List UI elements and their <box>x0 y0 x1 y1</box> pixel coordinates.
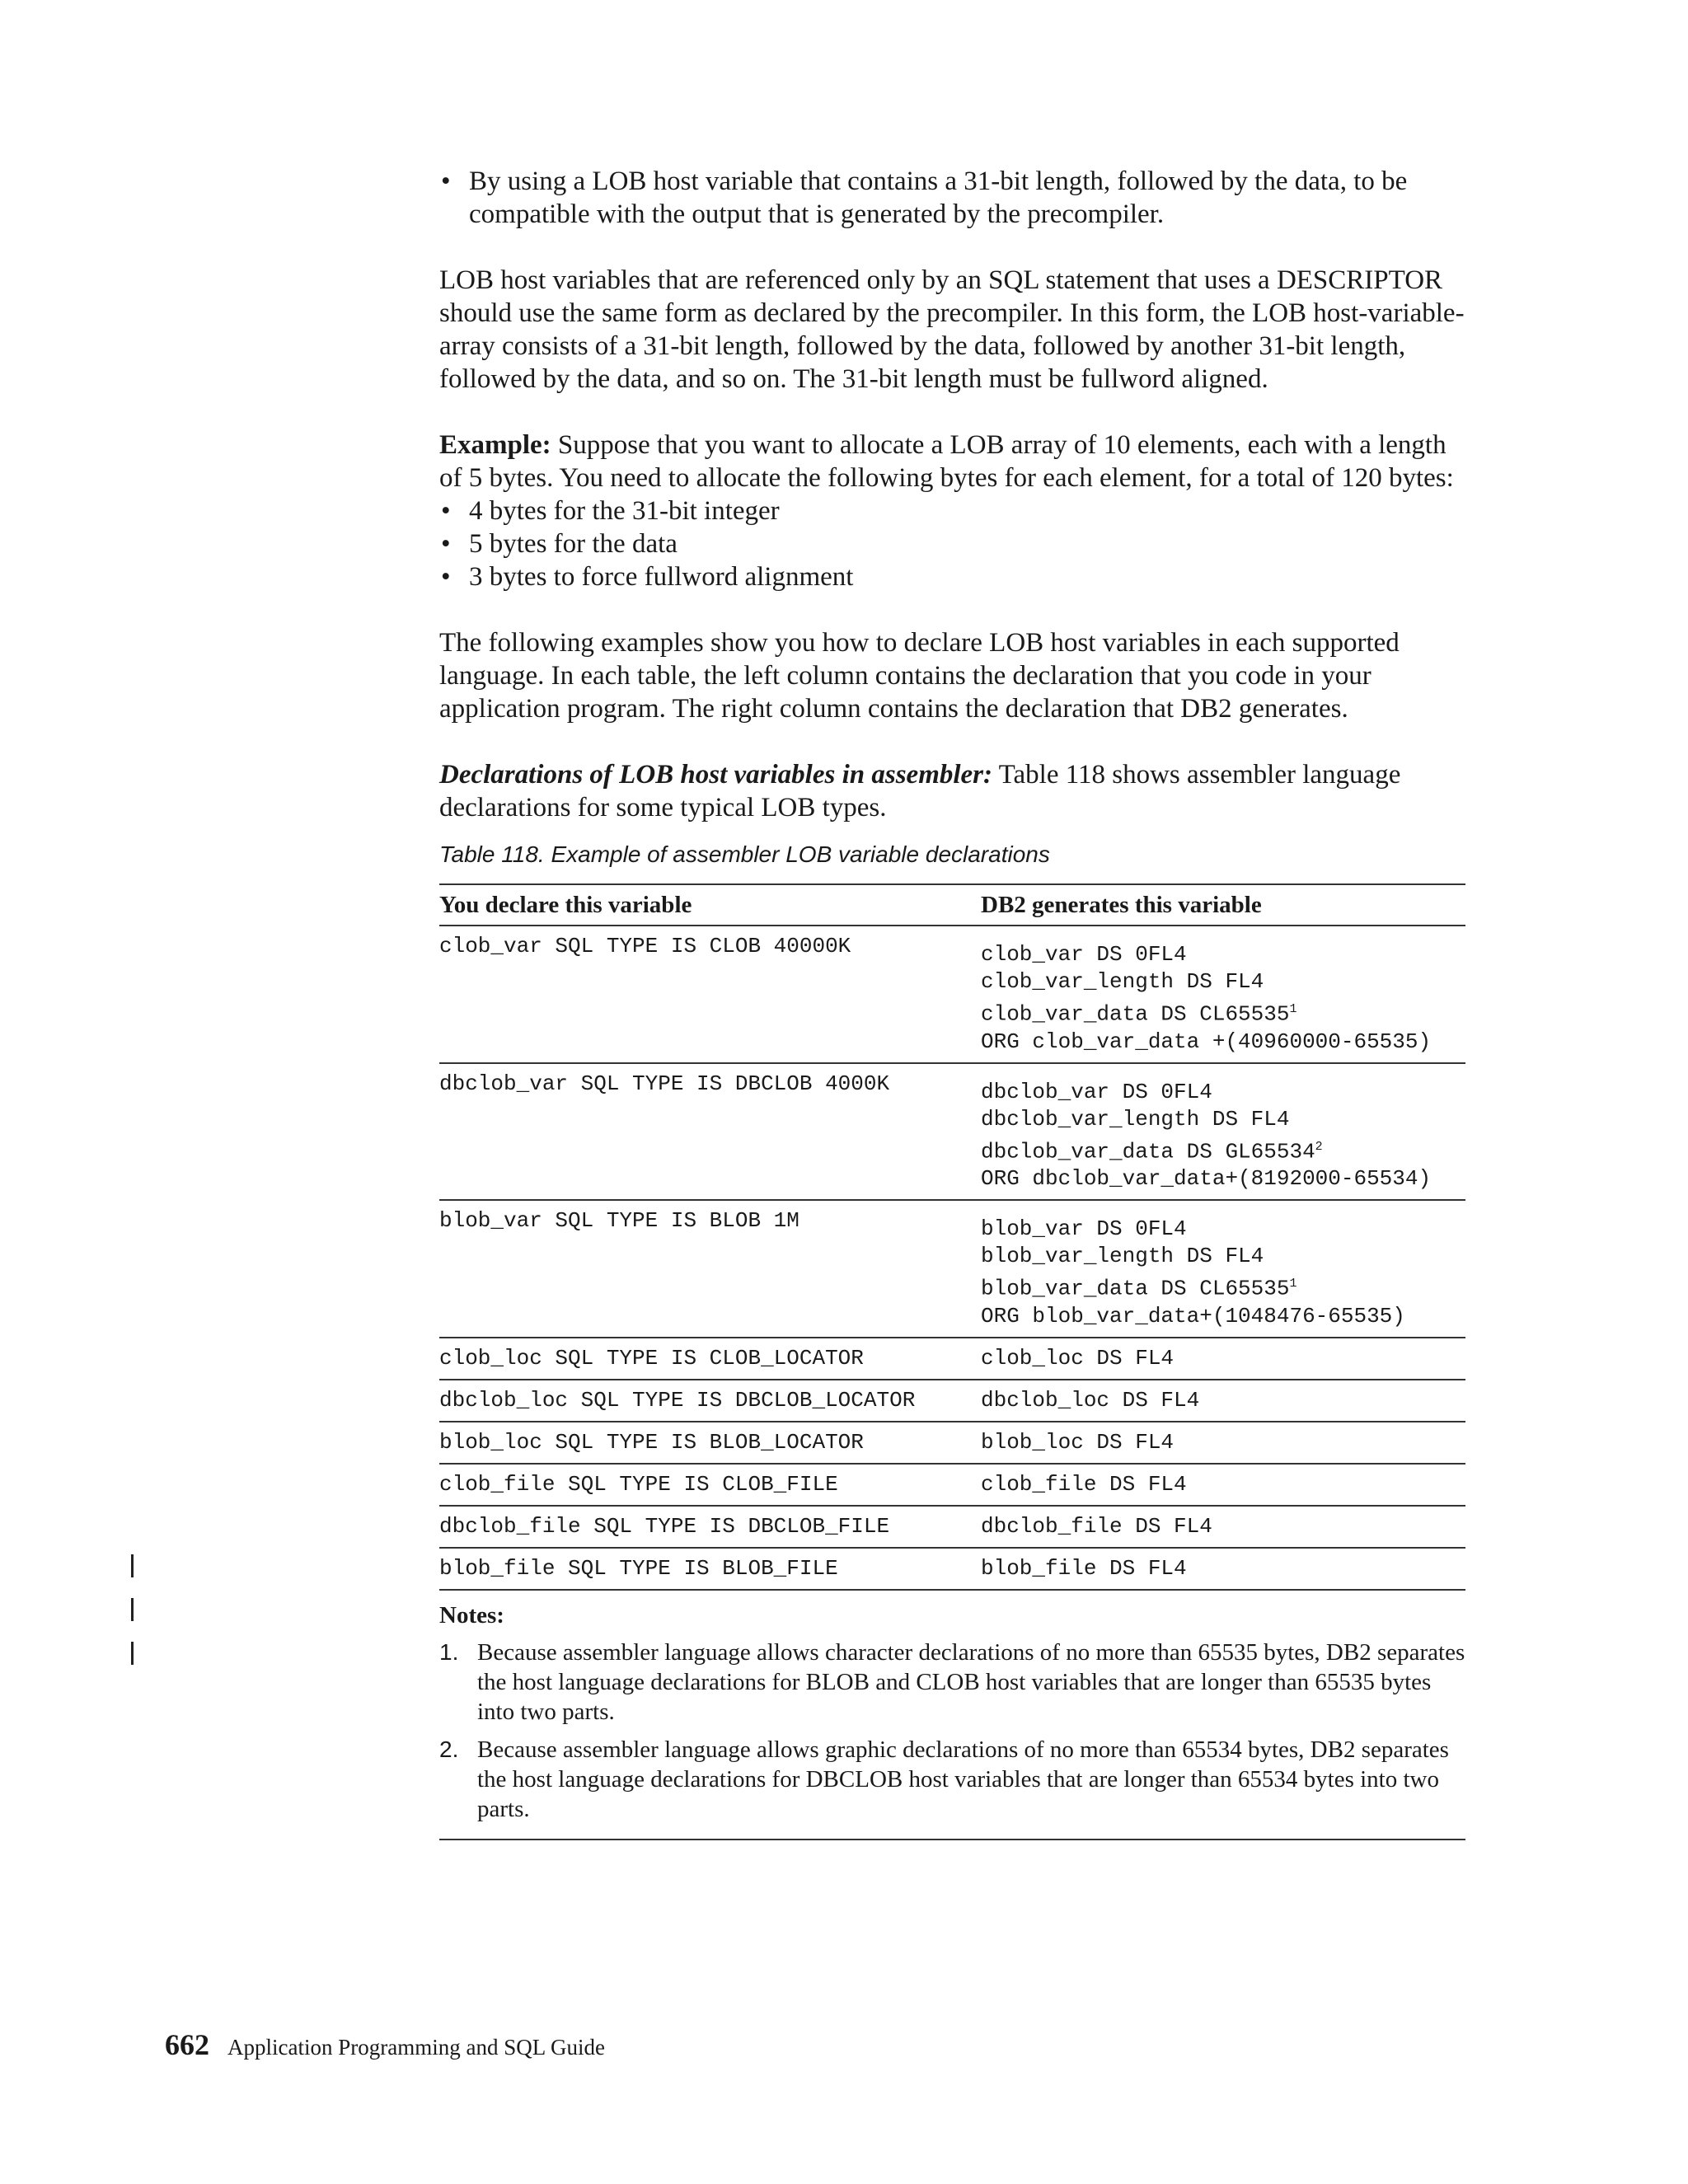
generated-line-text: blob_loc DS FL4 <box>981 1429 1175 1455</box>
generated-line <box>981 1303 1465 1330</box>
list-item <box>439 527 1465 560</box>
generates-cell <box>981 1338 1465 1380</box>
generated-line <box>981 1243 1465 1270</box>
generated-line <box>981 1471 1465 1498</box>
generated-line-text: ORG blob_var_data+(1048476-65535) <box>981 1303 1405 1329</box>
paragraph-assembler <box>439 758 1465 824</box>
declare-cell: blob_loc SQL TYPE IS BLOB_LOCATOR <box>439 1422 981 1464</box>
table-caption: Table 118. Example of assembler LOB variable declarations <box>439 841 1050 867</box>
note-reference: 1 <box>1289 1002 1297 1016</box>
bullet-glyph: • <box>441 496 451 526</box>
note-number: 2. <box>439 1736 459 1762</box>
generated-line-text: blob_var DS 0FL4 <box>981 1216 1187 1242</box>
generates-cell <box>981 926 1465 1063</box>
declare-cell: blob_var SQL TYPE IS BLOB 1M <box>439 1200 981 1338</box>
revision-bar <box>131 1642 134 1665</box>
generated-line-text: dbclob_var_data DS GL65534 <box>981 1139 1315 1165</box>
table-body <box>439 926 1465 1590</box>
note-item <box>439 1735 1465 1824</box>
generated-line <box>981 941 1465 968</box>
note-reference: 1 <box>1289 1277 1297 1291</box>
column-header-generates: DB2 generates this variable <box>981 884 1465 926</box>
declare-cell: dbclob_loc SQL TYPE IS DBCLOB_LOCATOR <box>439 1380 981 1422</box>
list-item <box>439 494 1465 527</box>
generated-line <box>981 1029 1465 1056</box>
generated-line-text: dbclob_var DS 0FL4 <box>981 1079 1212 1104</box>
generated-line <box>981 1387 1465 1414</box>
revision-bar <box>131 1598 134 1621</box>
generated-line-text: dbclob_loc DS FL4 <box>981 1387 1200 1413</box>
generated-line-text: ORG clob_var_data +(40960000-65535) <box>981 1029 1432 1054</box>
table-row <box>439 1200 1465 1338</box>
declare-cell: dbclob_var SQL TYPE IS DBCLOB 4000K <box>439 1063 981 1201</box>
generated-line <box>981 1216 1465 1243</box>
note-item <box>439 1638 1465 1727</box>
generated-line <box>981 1513 1465 1540</box>
generated-line-text: clob_var DS 0FL4 <box>981 942 1187 967</box>
generates-cell <box>981 1200 1465 1338</box>
paragraph-example <box>439 429 1465 494</box>
page-footer <box>165 2027 605 2062</box>
declare-cell: clob_loc SQL TYPE IS CLOB_LOCATOR <box>439 1338 981 1380</box>
generated-line-text: blob_file DS FL4 <box>981 1555 1187 1581</box>
generated-line <box>981 1345 1465 1372</box>
generated-line-text: clob_var_data DS CL65535 <box>981 1001 1290 1027</box>
example-bullet-list <box>439 494 1465 593</box>
table-row <box>439 1063 1465 1201</box>
example-text: Suppose that you want to allocate a LOB array of 10 elements, each with a length of 5 bytes. You need to allocate the following bytes for each element, for a total of 120 bytes: <box>439 430 1454 493</box>
generates-cell <box>981 1063 1465 1201</box>
example-bullet-text: 5 bytes for the data <box>469 529 678 559</box>
generated-line <box>981 1165 1465 1193</box>
table-row <box>439 1338 1465 1380</box>
generated-line-text: clob_file DS FL4 <box>981 1471 1187 1497</box>
note-text: Because assembler language allows graphic declarations of no more than 65534 bytes, DB2 separates the host language declarations for DBCLOB host variables that are longer than 65534 bytes into two parts. <box>477 1736 1449 1822</box>
declare-cell: clob_file SQL TYPE IS CLOB_FILE <box>439 1464 981 1506</box>
revision-bar <box>131 1554 134 1577</box>
note-reference: 2 <box>1315 1139 1323 1154</box>
generated-line <box>981 996 1465 1029</box>
declare-cell: dbclob_file SQL TYPE IS DBCLOB_FILE <box>439 1506 981 1548</box>
lob-declarations-table <box>439 883 1465 1591</box>
example-bullet-text: 4 bytes for the 31-bit integer <box>469 496 780 526</box>
generated-line-text: blob_var_length DS FL4 <box>981 1244 1264 1269</box>
generates-cell <box>981 1506 1465 1548</box>
notes-list <box>439 1638 1465 1840</box>
declarations-text: Table 118 shows assembler language declarations for some typical LOB types. <box>439 760 1401 823</box>
bullet-glyph: • <box>441 166 451 196</box>
table-row <box>439 1506 1465 1548</box>
page-number: 662 <box>165 2028 209 2061</box>
notes-title: Notes: <box>439 1601 504 1629</box>
page-content <box>439 165 1465 1840</box>
note-text: Because assembler language allows character declarations of no more than 65535 bytes, DB2 separates the host language declarations for BLOB and CLOB host variables that are longer than 65535 bytes into two parts. <box>477 1638 1465 1725</box>
bullet-glyph: • <box>441 529 451 559</box>
intro-bullet-text: By using a LOB host variable that contains a 31-bit length, followed by the data, to be compatible with the output that is generated by the precompiler. <box>469 166 1408 229</box>
generates-cell <box>981 1422 1465 1464</box>
table-row <box>439 1380 1465 1422</box>
generated-line-text: clob_var_length DS FL4 <box>981 969 1264 994</box>
generated-line <box>981 1079 1465 1106</box>
generated-line-text: ORG dbclob_var_data+(8192000-65534) <box>981 1166 1432 1192</box>
generates-cell <box>981 1380 1465 1422</box>
declare-cell: blob_file SQL TYPE IS BLOB_FILE <box>439 1548 981 1590</box>
book-title: Application Programming and SQL Guide <box>227 2035 605 2060</box>
declare-cell: clob_var SQL TYPE IS CLOB 40000K <box>439 926 981 1063</box>
generated-line <box>981 1106 1465 1133</box>
list-item <box>439 560 1465 593</box>
table-row <box>439 1464 1465 1506</box>
note-number: 1. <box>439 1638 459 1665</box>
paragraph-examples-intro: The following examples show you how to declare LOB host variables in each supported language. In each table, the left column contains the declaration that you code in your application program. The right column contains the declaration that DB2 generates. <box>439 628 1400 724</box>
intro-bullet-list <box>439 165 1465 231</box>
generated-line <box>981 1270 1465 1303</box>
table-row <box>439 926 1465 1063</box>
generated-line <box>981 1429 1465 1456</box>
paragraph-descriptor: LOB host variables that are referenced only by an SQL statement that uses a DESCRIPTOR should use the same form as declared by the precompiler. In this form, the LOB host-variable-array consists of a 31-bit length, followed by the data, followed by another 31-bit length, followed by the data, and so on. The 31-bit length must be fullword aligned. <box>439 265 1465 394</box>
generated-line-text: clob_loc DS FL4 <box>981 1345 1175 1371</box>
column-header-declare: You declare this variable <box>439 884 981 926</box>
example-label: Example: <box>439 430 551 460</box>
bullet-glyph: • <box>441 562 451 592</box>
list-item <box>439 165 1465 231</box>
table-header-row <box>439 884 1465 926</box>
example-bullet-text: 3 bytes to force fullword alignment <box>469 562 854 592</box>
generated-line <box>981 968 1465 996</box>
generates-cell <box>981 1464 1465 1506</box>
generated-line-text: dbclob_file DS FL4 <box>981 1513 1212 1539</box>
table-row <box>439 1548 1465 1590</box>
generated-line <box>981 1555 1465 1582</box>
generated-line-text: dbclob_var_length DS FL4 <box>981 1106 1290 1132</box>
declarations-heading: Declarations of LOB host variables in assembler: <box>439 760 993 790</box>
generated-line <box>981 1133 1465 1166</box>
generated-line-text: blob_var_data DS CL65535 <box>981 1276 1290 1301</box>
table-row <box>439 1422 1465 1464</box>
generates-cell <box>981 1548 1465 1590</box>
